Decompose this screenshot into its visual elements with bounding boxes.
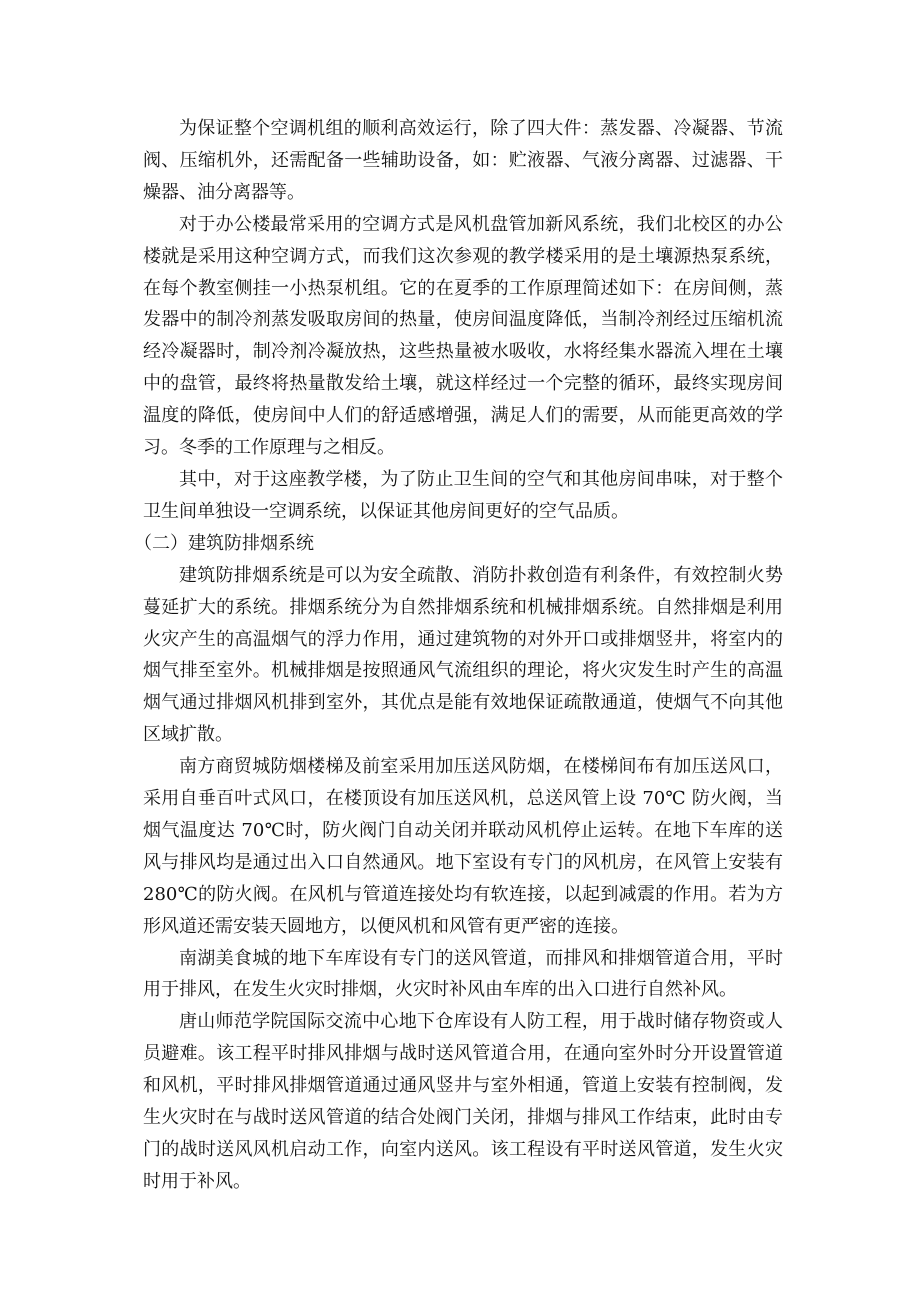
paragraph-restroom-system: 其中，对于这座教学楼，为了防止卫生间的空气和其他房间串味，对于整个卫生间单独设一空调系统，以保证其他房间更好的空气品质。 — [143, 468, 783, 522]
paragraph-nanhu-food-city: 南湖美食城的地下车库设有专门的送风管道，而排风和排烟管道合用，平时用于排风，在发生火灾时排烟，火灾时补风由车库的出入口进行自然补风。 — [143, 947, 783, 1001]
paragraph-office-air-conditioning: 对于办公楼最常采用的空调方式是风机盘管加新风系统，我们北校区的办公楼就是采用这种空调方式，而我们这次参观的教学楼采用的是土壤源热泵系统，在每个教室侧挂一小热泵机组。它的在夏季的工作原理简述如下：在房间侧，蒸发器中的制冷剂蒸发吸取房间的热量，使房间温度降低，当制冷剂经过压缩机流经冷凝器时，制冷剂冷凝放热，这些热量被水吸收，水将经集水器流入埋在土壤中的盘管，最终将热量散发给土壤，就这样经过一个完整的循环，最终实现房间温度的降低，使房间中人们的舒适感增强，满足人们的需要，从而能更高效的学习。冬季的工作原理与之相反。 — [143, 213, 783, 459]
paragraph-smoke-control-overview: 建筑防排烟系统是可以为安全疏散、消防扑救创造有利条件，有效控制火势蔓延扩大的系统。排烟系统分为自然排烟系统和机械排烟系统。自然排烟是利用火灾产生的高温烟气的浮力作用，通过建筑物的对外开口或排烟竖井，将室内的烟气排至室外。机械排烟是按照通风气流组织的理论，将火灾发生时产生的高温烟气通过排烟风机排到室外，其优点是能有效地保证疏散通道，使烟气不向其他区域扩散。 — [143, 564, 783, 746]
paragraph-tangshan-normal-university: 唐山师范学院国际交流中心地下仓库设有人防工程，用于战时储存物资或人员避难。该工程平时排风排烟与战时送风管道合用，在通向室外时分开设置管道和风机，平时排风排烟管道通过通风竖井与室外相通，管道上安装有控制阀，发生火灾时在与战时送风管道的结合处阀门关闭，排烟与排风工作结束，此时由专门的战时送风风机启动工作，向室内送风。该工程设有平时送风管道，发生火灾时用于补风。 — [143, 1011, 783, 1192]
paragraph-south-trade-city: 南方商贸城防烟楼梯及前室采用加压送风防烟，在楼梯间布有加压送风口，采用自垂百叶式风口，在楼顶设有加压送风机，总送风管上设 70℃ 防火阀，当烟气温度达 70℃时，防火阀门自动关闭并联动风机停止运转。在地下车库的送风与排风均是通过出入口自然通风。地下室设有专门的风机房，在风管上安装有 280℃的防火阀。在风机与管道连接处均有软连接，以起到减震的作用。若为方形风道还需安装天圆地方，以便风机和风管有更严密的连接。 — [143, 756, 783, 937]
paragraph-auxiliary-equipment: 为保证整个空调机组的顺利高效运行，除了四大件：蒸发器、冷凝器、节流阀、压缩机外，还需配备一些辅助设备，如：贮液器、气液分离器、过滤器、干燥器、油分离器等。 — [143, 118, 783, 203]
section-heading-smoke-control: （二）建筑防排烟系统 — [134, 532, 314, 554]
document-body — [134, 113, 783, 1198]
